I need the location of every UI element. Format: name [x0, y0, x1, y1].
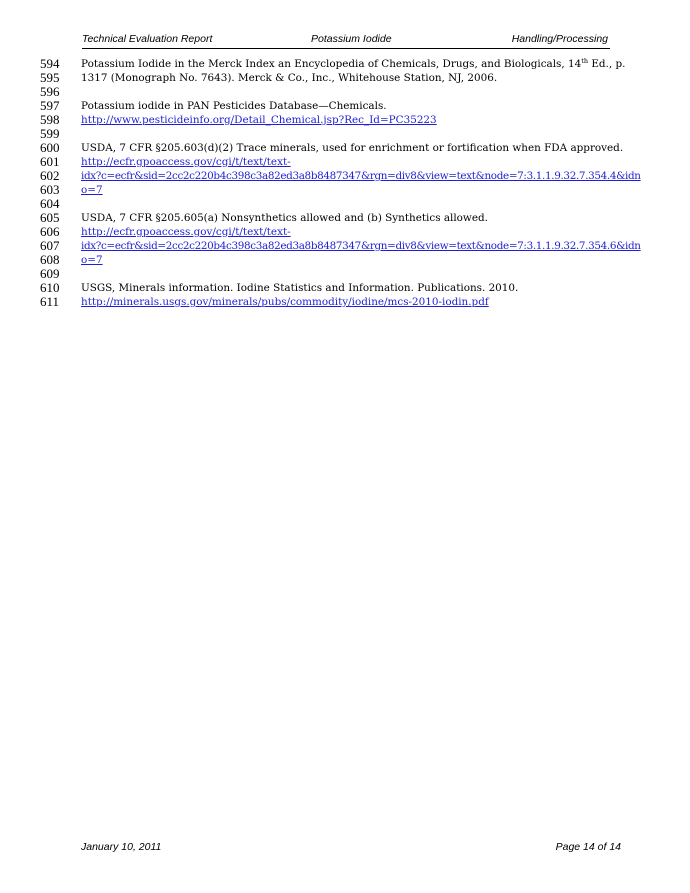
- reference-link[interactable]: http://www.pesticideinfo.org/Detail_Chemical.jsp?Rec_Id=PC35223: [81, 114, 437, 126]
- references-list: [0, 57, 690, 309]
- reference-link[interactable]: idx?c=ecfr&sid=2cc2c220b4c398c3a82ed3a8b8487347&rgn=div8&view=text&node=7:3.1.1.9.32.7.354.4&idn: [81, 170, 641, 182]
- line-number: 609: [40, 266, 60, 281]
- line-number: 602: [40, 168, 60, 183]
- line-number: 611: [40, 294, 60, 309]
- reference-link[interactable]: http://ecfr.gpoaccess.gov/cgi/t/text/text-: [81, 226, 291, 238]
- line-602: [0, 169, 690, 183]
- line-611: [0, 295, 690, 309]
- reference-text: USDA, 7 CFR §205.603(d)(2) Trace minerals, used for enrichment or fortification when FDA approved.: [81, 142, 624, 154]
- line-597: [0, 99, 690, 113]
- line-number: 597: [40, 98, 60, 113]
- header-subject: Potassium Iodide: [311, 33, 392, 45]
- footer-page-number: Page 14 of 14: [555, 841, 621, 853]
- reference-link[interactable]: o=7: [81, 184, 103, 196]
- page-header: [82, 32, 610, 49]
- line-number: 608: [40, 252, 60, 267]
- line-number: 605: [40, 210, 60, 225]
- line-610: [0, 281, 690, 295]
- line-number: 599: [40, 126, 60, 141]
- reference-text-main: Potassium Iodide in the Merck Index an Encyclopedia of Chemicals, Drugs, and Biologicals, 14: [81, 58, 582, 70]
- line-number: 595: [40, 70, 60, 85]
- reference-text: USDA, 7 CFR §205.605(a) Nonsynthetics allowed and (b) Synthetics allowed.: [81, 212, 488, 224]
- line-number: 596: [40, 84, 60, 99]
- line-607: [0, 239, 690, 253]
- reference-link[interactable]: http://minerals.usgs.gov/minerals/pubs/commodity/iodine/mcs-2010-iodin.pdf: [81, 296, 489, 308]
- line-598: [0, 113, 690, 127]
- reference-text-tail: Ed., p.: [588, 58, 626, 70]
- line-596: [0, 85, 690, 99]
- line-number: 604: [40, 196, 60, 211]
- footer-date: January 10, 2011: [81, 841, 162, 853]
- line-609: [0, 267, 690, 281]
- line-606: [0, 225, 690, 239]
- line-594: [0, 57, 690, 71]
- line-595: [0, 71, 690, 85]
- reference-text: USGS, Minerals information. Iodine Statistics and Information. Publications. 2010.: [81, 282, 519, 294]
- reference-link[interactable]: o=7: [81, 254, 103, 266]
- reference-link[interactable]: http://ecfr.gpoaccess.gov/cgi/t/text/text-: [81, 156, 291, 168]
- line-604: [0, 197, 690, 211]
- line-number: 603: [40, 182, 60, 197]
- line-601: [0, 155, 690, 169]
- reference-text: [81, 57, 625, 71]
- header-report-title: Technical Evaluation Report: [82, 33, 213, 45]
- line-600: [0, 141, 690, 155]
- reference-text: Potassium iodide in PAN Pesticides Database—Chemicals.: [81, 100, 387, 112]
- header-section: Handling/Processing: [511, 33, 608, 45]
- line-number: 594: [40, 56, 60, 71]
- line-605: [0, 211, 690, 225]
- reference-text: 1317 (Monograph No. 7643). Merck & Co., Inc., Whitehouse Station, NJ, 2006.: [81, 72, 498, 84]
- line-number: 607: [40, 238, 60, 253]
- line-number: 606: [40, 224, 60, 239]
- line-number: 600: [40, 140, 60, 155]
- line-number: 598: [40, 112, 60, 127]
- line-599: [0, 127, 690, 141]
- line-number: 610: [40, 280, 60, 295]
- line-603: [0, 183, 690, 197]
- superscript-th: th: [581, 57, 589, 65]
- line-number: 601: [40, 154, 60, 169]
- line-608: [0, 253, 690, 267]
- reference-link[interactable]: idx?c=ecfr&sid=2cc2c220b4c398c3a82ed3a8b8487347&rgn=div8&view=text&node=7:3.1.1.9.32.7.354.6&idn: [81, 240, 641, 252]
- page-footer: [81, 841, 621, 855]
